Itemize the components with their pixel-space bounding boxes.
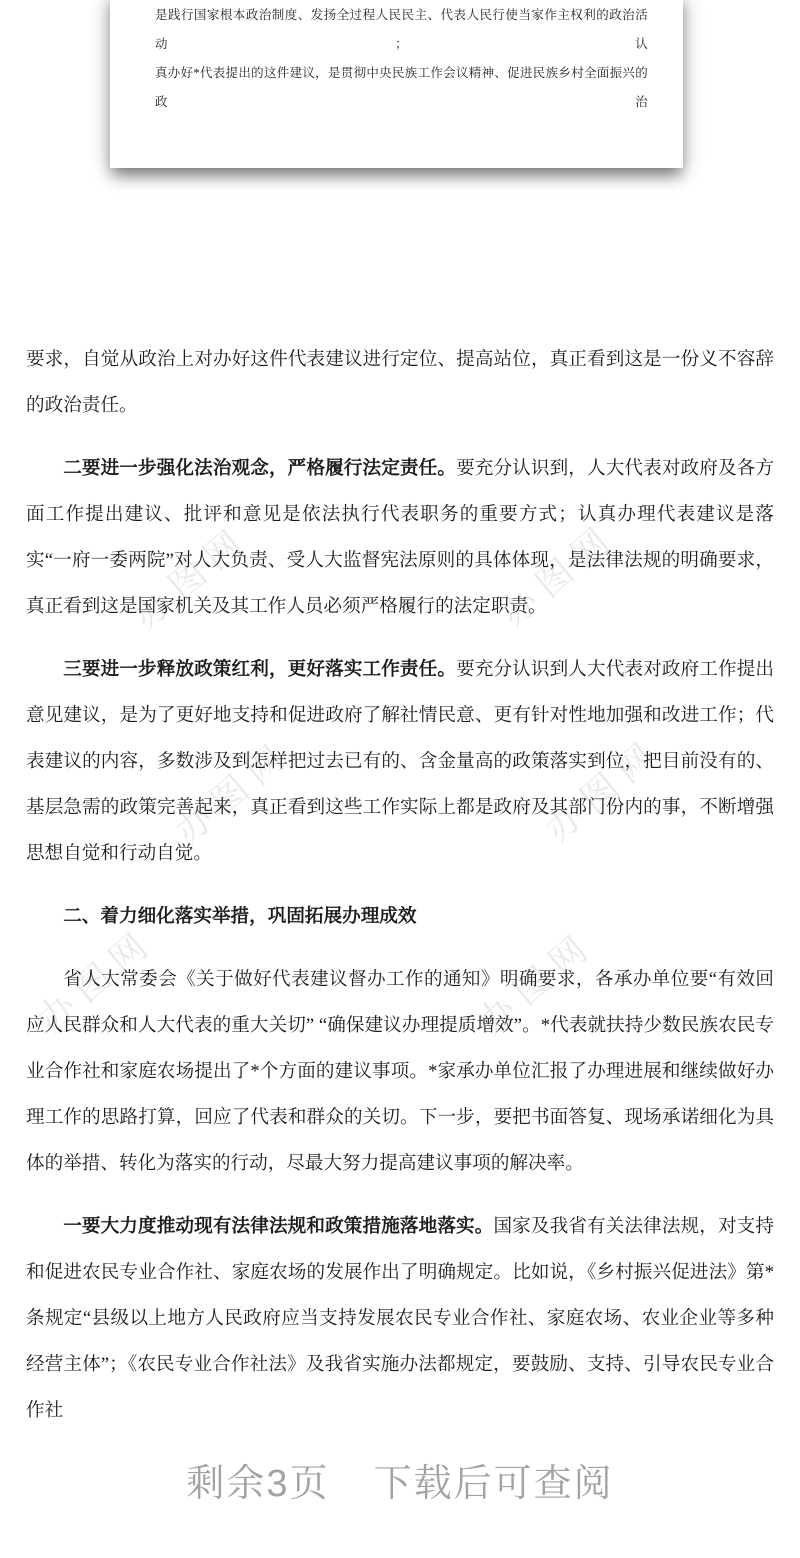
paragraph bbox=[26, 957, 774, 1187]
document-body bbox=[26, 337, 774, 1434]
paragraph bbox=[26, 337, 774, 429]
page-preview-line: 真办好*代表提出的这件建议，是贯彻中央民族工作会议精神、促进民族乡村全面振兴的政治 bbox=[155, 66, 648, 109]
paragraph-lead-bold: 三要进一步释放政策红利，更好落实工作责任。 bbox=[63, 659, 457, 680]
watermark-text: 办图网 bbox=[537, 729, 670, 850]
paragraph-text: 省人大常委会《关于做好代表建议督办工作的通知》明确要求，各承办单位要“有效回应人民群众和人大代表的重大关切” “确保建议办理提质增效”。*代表就扶持少数民族农民专业合作社和家庭农场提出了*个方面的建议事项。*家承办单位汇报了办理进展和继续做好办理工作的思路打算，回应了代表和群众的关切。下一步，要把书面答复、现场承诺细化为具体的举措、转化为落实的行动，尽最大努力提高建议事项的解决率。 bbox=[26, 969, 774, 1174]
paragraph-text: 要求，自觉从政治上对办好这件代表建议进行定位、提高站位，真正看到这是一份义不容辞的政治责任。 bbox=[26, 349, 774, 416]
page-preview-card bbox=[110, 0, 683, 168]
watermark-text: 办图网 bbox=[30, 919, 163, 1040]
page-preview-line: 是践行国家根本政治制度、发扬全过程人民民主、代表人民行使当家作主权利的政治活动；认 bbox=[155, 8, 648, 51]
watermark-text: 办图网 bbox=[167, 731, 300, 852]
paragraph bbox=[26, 446, 774, 630]
paragraph-text: 要充分认识到，人大代表对政府及各方面工作提出建议、批评和意见是依法执行代表职务的重要方式；认真办理代表建议是落实“一府一委两院”对人大负责、受人大监督宪法原则的具体体现，是法律法规的明确要求，真正看到这是国家机关及其工作人员必须严格履行的法定职责。 bbox=[26, 458, 774, 617]
paragraph-text: 国家及我省有关法律法规，对支持和促进农民专业合作社、家庭农场的发展作出了明确规定。比如说，《乡村振兴促进法》第*条规定“县级以上地方人民政府应当支持发展农民专业合作社、家庭农场、农业企业等多种经营主体”；《农民专业合作社法》及我省实施办法都规定，要鼓励、支持、引导农民专业合作社 bbox=[26, 1216, 774, 1421]
paragraph-text: 要充分认识到人大代表对政府工作提出意见建议，是为了更好地支持和促进政府了解社情民意、更有针对性地加强和改进工作；代表建议的内容，多数涉及到怎样把过去已有的、含金量高的政策落实到位，把目前没有的、基层急需的政策完善起来，真正看到这些工作实际上都是政府及其部门份内的事，不断增强思想自觉和行动自觉。 bbox=[26, 659, 774, 864]
remaining-pages-notice bbox=[0, 1452, 800, 1507]
paragraph-lead-bold: 一要大力度推动现有法律法规和政策措施落地落实。 bbox=[63, 1216, 494, 1237]
paragraph bbox=[26, 647, 774, 877]
paragraph-lead-bold: 二要进一步强化法治观念，严格履行法定责任。 bbox=[63, 458, 457, 479]
pages-left-label: 剩余3页 bbox=[186, 1463, 330, 1505]
watermark-text: 办图网 bbox=[492, 514, 625, 635]
watermark-text: 办图网 bbox=[470, 922, 603, 1043]
download-hint-label: 下载后可查阅 bbox=[373, 1463, 614, 1505]
section-heading bbox=[26, 894, 774, 940]
section-heading-text: 二、着力细化落实举措，巩固拓展办理成效 bbox=[63, 906, 417, 927]
watermark-text: 办图网 bbox=[125, 516, 258, 637]
paragraph bbox=[26, 1204, 774, 1434]
